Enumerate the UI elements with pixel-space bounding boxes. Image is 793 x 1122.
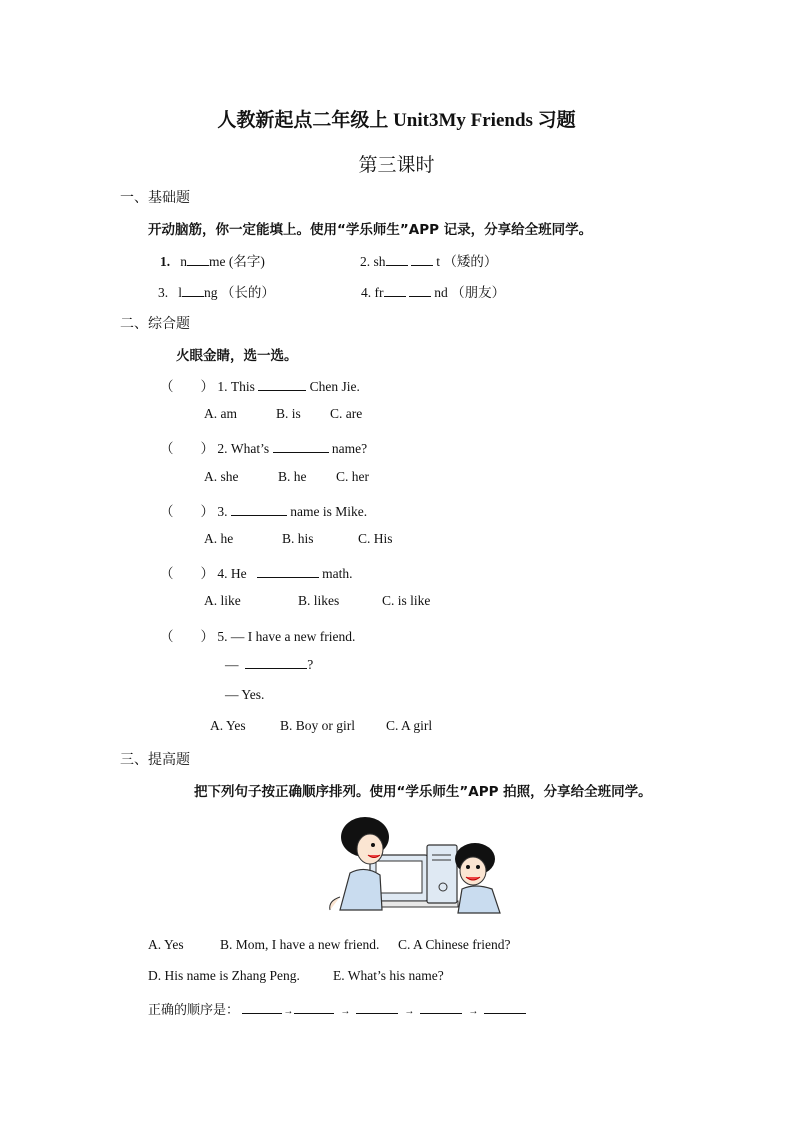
fill-item-1 (160, 250, 265, 270)
option-b: B. his (282, 531, 314, 546)
item-prefix: fr (374, 285, 384, 300)
question-5-dialog-line-3: — Yes. (225, 687, 265, 702)
sentence-b: B. Mom, I have a new friend. (220, 937, 380, 952)
arrow-icon: → (340, 1006, 351, 1017)
order-label: 正确的顺序是： (148, 1003, 240, 1018)
section-heading-basic: 一、基础题 (120, 190, 190, 206)
question-5 (160, 625, 355, 645)
option-a: A. she (204, 469, 239, 484)
question-stem: name? (331, 441, 368, 456)
answer-paren[interactable]: （ ） (160, 566, 214, 581)
question-2-options (204, 469, 369, 485)
item-number: 3. (158, 285, 169, 300)
question-mark: ? (307, 657, 314, 672)
order-blank-3[interactable] (356, 1001, 398, 1014)
document-title: 人教新起点二年级上 Unit3My Friends 习题 (217, 110, 576, 131)
question-stem: 4. He (217, 566, 247, 581)
option-b: B. likes (298, 593, 340, 608)
fill-item-4 (361, 281, 505, 301)
dash: — (225, 657, 239, 672)
option-c: C. her (336, 469, 369, 484)
illustration-mother-boy-computer (310, 815, 510, 915)
option-b: B. he (278, 469, 307, 484)
sentence-a: A. Yes (148, 937, 184, 952)
item-suffix: me (名字) (209, 254, 265, 269)
item-number: 4. (361, 285, 372, 300)
option-c: C. is like (382, 593, 431, 608)
answer-blank[interactable] (409, 284, 431, 297)
option-a: A. he (204, 531, 234, 546)
section-heading-comprehensive: 二、综合题 (120, 316, 190, 332)
option-c: C. His (358, 531, 393, 546)
order-blank-1[interactable] (242, 1001, 282, 1014)
answer-blank[interactable] (182, 284, 204, 297)
answer-blank[interactable] (187, 253, 209, 266)
answer-blank[interactable] (257, 565, 319, 578)
question-3-options (204, 531, 393, 547)
option-a: A. like (204, 593, 241, 608)
arrow-icon: → (468, 1006, 479, 1017)
order-blank-2[interactable] (294, 1001, 334, 1014)
answer-paren[interactable]: （ ） (160, 629, 214, 644)
question-stem: 2. What’s (217, 441, 270, 456)
answer-paren[interactable]: （ ） (160, 504, 214, 519)
item-prefix: sh (373, 254, 386, 269)
question-5-dialog-line-2 (225, 656, 313, 673)
question-stem: name is Mike. (290, 504, 368, 519)
answer-blank[interactable] (384, 284, 406, 297)
sentence-e: E. What’s his name? (333, 968, 444, 983)
question-stem: math. (322, 566, 353, 581)
fill-item-2 (360, 250, 497, 270)
arrow-icon: → (404, 1006, 415, 1017)
option-a: A. Yes (210, 718, 246, 733)
item-suffix: nd （朋友） (434, 285, 506, 300)
order-answer-row (148, 999, 526, 1018)
answer-blank[interactable] (386, 253, 408, 266)
answer-paren[interactable]: （ ） (160, 379, 214, 394)
option-c: C. A girl (386, 718, 433, 733)
section-instruction: 把下列句子按正确顺序排列。使用“学乐师生”APP 拍照，分享给全班同学。 (194, 784, 652, 800)
question-3 (160, 500, 367, 520)
order-blank-4[interactable] (420, 1001, 462, 1014)
question-2 (160, 437, 367, 457)
sentence-c: C. A Chinese friend? (398, 937, 511, 952)
arrow-icon: → (283, 1006, 294, 1017)
item-suffix: ng （长的） (204, 285, 275, 300)
section-instruction: 开动脑筋，你一定能填上。使用“学乐师生”APP 记录，分享给全班同学。 (148, 222, 593, 238)
question-5-options (210, 718, 432, 734)
option-b: B. Boy or girl (280, 718, 356, 733)
option-a: A. am (204, 406, 237, 421)
question-1 (160, 375, 360, 395)
order-blank-5[interactable] (484, 1001, 526, 1014)
answer-blank[interactable] (273, 440, 329, 453)
item-number: 2. (360, 254, 371, 269)
answer-blank[interactable] (245, 656, 307, 669)
sentence-row-2 (148, 968, 444, 984)
question-4 (160, 562, 353, 582)
question-stem: 3. (217, 504, 228, 519)
question-stem: 1. This (217, 379, 255, 394)
item-prefix: l (178, 285, 183, 300)
section-instruction: 火眼金睛，选一选。 (176, 348, 298, 364)
question-stem: 5. — I have a new friend. (217, 629, 356, 644)
answer-paren[interactable]: （ ） (160, 441, 214, 456)
question-stem: Chen Jie. (309, 379, 360, 394)
fill-item-3 (158, 281, 275, 301)
document-subtitle: 第三课时 (358, 155, 435, 176)
question-4-options (204, 593, 430, 609)
section-heading-advanced: 三、提高题 (120, 752, 190, 768)
sentence-d: D. His name is Zhang Peng. (148, 968, 300, 983)
option-c: C. are (330, 406, 363, 421)
item-prefix: n (180, 254, 187, 269)
option-b: B. is (276, 406, 301, 421)
question-1-options (204, 406, 362, 422)
item-number: 1. (160, 254, 171, 269)
item-suffix: t （矮的） (436, 254, 498, 269)
answer-blank[interactable] (258, 378, 306, 391)
answer-blank[interactable] (231, 503, 287, 516)
sentence-row-1 (148, 937, 510, 953)
answer-blank[interactable] (411, 253, 433, 266)
